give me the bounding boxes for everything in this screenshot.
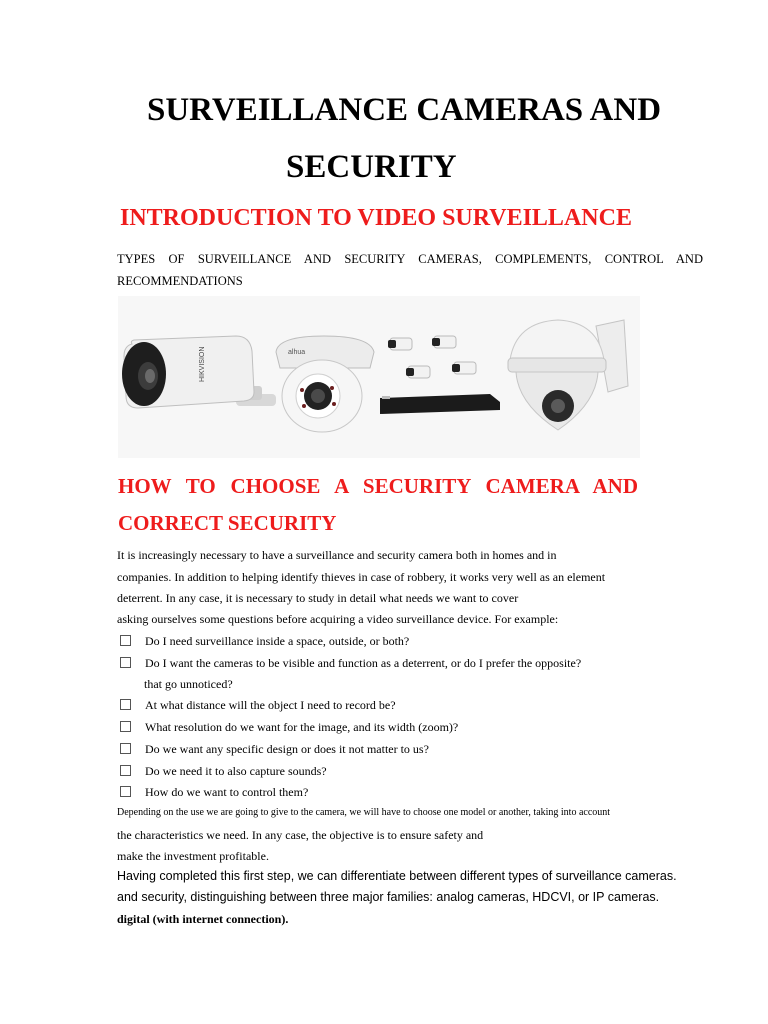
how-to-choose-heading-line2: CORRECT SECURITY: [118, 511, 337, 535]
intro-paragraph-line: It is increasingly necessary to have a surveillance and security camera both in homes and in: [117, 548, 557, 562]
families-paragraph-line: and security, distinguishing between three major families: analog cameras, HDCVI, or IP cameras.: [117, 890, 660, 904]
usage-paragraph-line: the characteristics we need. In any case, the objective is to ensure safety and: [117, 828, 484, 842]
question-item: Do I need surveillance inside a space, outside, or both?: [120, 634, 409, 649]
bullet-box-icon: [120, 743, 131, 754]
usage-paragraph-line: Depending on the use we are going to give to the camera, we will have to choose one model or another, taking into account: [117, 807, 611, 818]
bullet-box-icon: [120, 657, 131, 668]
types-subtitle-line1: TYPES OF SURVEILLANCE AND SECURITY CAMERAS, COMPLEMENTS, CONTROL AND: [117, 252, 703, 266]
intro-paragraph-line: companies. In addition to helping identify thieves in case of robbery, it works very well as an element: [117, 570, 606, 584]
ptz-camera-icon: [508, 320, 628, 430]
cameras-hero-image: [118, 296, 640, 458]
bullet-camera-icon: [122, 336, 276, 408]
how-to-choose-heading-line1: HOW TO CHOOSE A SECURITY CAMERA AND: [118, 474, 638, 498]
question-item: Do I want the cameras to be visible and function as a deterrent, or do I prefer the opposite?: [120, 656, 581, 671]
bullet-box-icon: [120, 786, 131, 797]
types-subtitle: [117, 248, 703, 292]
intro-paragraph-line: deterrent. In any case, it is necessary to study in detail what needs we want to cover: [117, 591, 519, 605]
question-item-continuation: that go unnoticed?: [144, 677, 233, 691]
families-paragraph-line: digital (with internet connection).: [117, 912, 289, 926]
document-title-line2: SECURITY: [286, 149, 457, 185]
question-item: Do we want any specific design or does it not matter to us?: [120, 742, 429, 757]
bullet-box-icon: [120, 699, 131, 710]
question-item: Do we need it to also capture sounds?: [120, 764, 327, 779]
bullet-box-icon: [120, 721, 131, 732]
cameras-illustration: [118, 296, 640, 458]
question-item: How do we want to control them?: [120, 785, 308, 800]
question-item: What resolution do we want for the image, and its width (zoom)?: [120, 720, 458, 735]
intro-paragraph-line: asking ourselves some questions before acquiring a video surveillance device. For example:: [117, 612, 559, 626]
dome-camera-icon: [276, 336, 374, 432]
question-item: At what distance will the object I need to record be?: [120, 698, 396, 713]
types-subtitle-line2: RECOMMENDATIONS: [117, 274, 243, 288]
families-paragraph-line: Having completed this first step, we can differentiate between different types of surveillance cameras.: [117, 869, 677, 883]
bullet-box-icon: [120, 765, 131, 776]
dahua-logo: alhua: [288, 349, 306, 356]
usage-paragraph-line: make the investment profitable.: [117, 849, 269, 863]
document-title-line1: SURVEILLANCE CAMERAS AND: [147, 92, 662, 128]
camera-kit-icon: [380, 336, 500, 414]
hikvision-logo: HIKVISION: [199, 346, 206, 382]
intro-heading: INTRODUCTION TO VIDEO SURVEILLANCE: [120, 205, 632, 231]
bullet-box-icon: [120, 635, 131, 646]
